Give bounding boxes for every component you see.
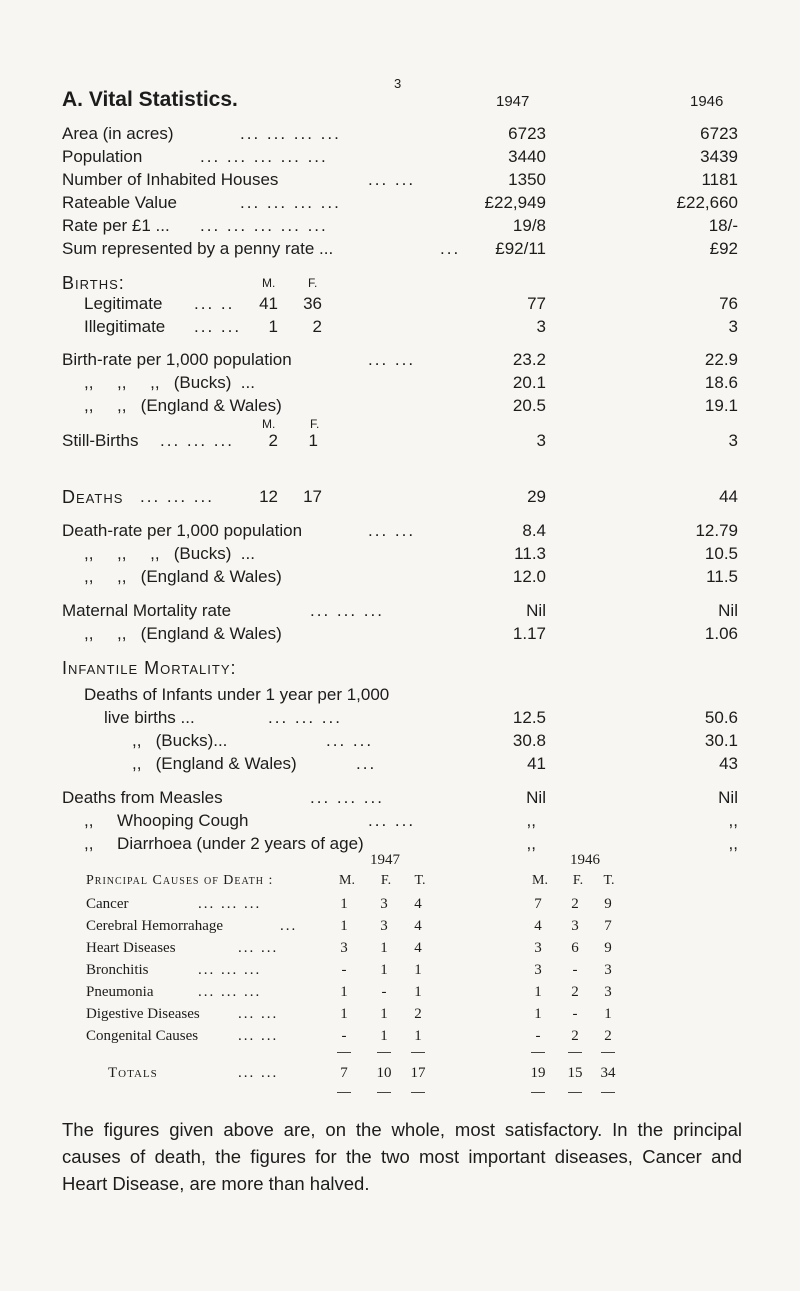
cause-row-pneumonia: Pneumonia ... ... ... 1 - 1 1 2 3 [86,984,612,1000]
births-row-legitimate: Legitimate ... .. 41 36 77 76 [84,294,738,313]
cause-row-cerebral: Cerebral Hemorrahage ... 1 3 4 4 3 7 [86,918,612,934]
birth-rate-bucks-row: ,, ,, ,, (Bucks) ... 20.1 18.6 [84,373,738,392]
births-heading: Births: [62,273,125,293]
maternal-mortality-england-row: ,, ,, (England & Wales) 1.17 1.06 [84,624,738,643]
deaths-heading: Deaths [62,487,124,507]
maternal-mortality-row: Maternal Mortality rate ... ... ... Nil Nil [62,601,738,620]
page-number: 3 [394,76,402,91]
stat-row-penny-rate: Sum represented by a penny rate ... ... £92/11 £92 [62,239,738,258]
birth-rate-england-row: ,, ,, (England & Wales) 20.5 19.1 [84,396,738,415]
section-title: A. Vital Statistics. [62,88,238,111]
causes-year-1946: 1946 [570,852,600,868]
death-rate-england-row: ,, ,, (England & Wales) 12.0 11.5 [84,567,738,586]
stat-row-population: Population ... ... ... ... ... 3440 3439 [62,147,738,166]
disease-row-whooping-cough: ,, Whooping Cough ... ... ,, ,, [84,811,738,830]
infantile-heading: Infantile Mortality: [62,658,237,678]
causes-year-1947: 1947 [370,852,400,868]
cause-row-bronchitis: Bronchitis ... ... ... - 1 1 3 - 3 [86,962,612,978]
cause-row-totals: Totals ... ... 7 10 17 19 15 34 [108,1065,616,1081]
infantile-row-bucks: ,, (Bucks)... ... ... 30.8 30.1 [132,731,738,750]
closing-paragraph: The figures given above are, on the whole, most satisfactory. In the principal causes of death, the figures for the two most important diseases, Cancer and Heart Disease, are more than halved. [62,1119,742,1194]
still-births-row: Still-Births ... ... ... 2 1 3 3 [62,431,738,450]
cause-row-congenital: Congenital Causes ... ... - 1 1 - 2 2 [86,1028,612,1044]
year-header-1946: 1946 [690,93,724,110]
still-births-mf-header: M. F. [262,417,320,431]
stat-row-houses: Number of Inhabited Houses ... ... 1350 1181 [62,170,738,189]
infantile-heading-row [0,657,800,679]
births-heading-row: Births: M. F. [62,273,318,293]
deaths-row: Deaths ... ... ... 12 17 29 44 [62,487,738,507]
year-header-1947: 1947 [496,93,530,110]
death-rate-bucks-row: ,, ,, ,, (Bucks) ... 11.3 10.5 [84,544,738,563]
infantile-row-live-births: live births ... ... ... ... 12.5 50.6 [104,708,738,727]
disease-row-measles: Deaths from Measles ... ... ... Nil Nil [62,788,738,807]
infantile-row-england: ,, (England & Wales) ... 41 43 [132,754,738,773]
stat-row-rateable-value: Rateable Value ... ... ... ... £22,949 £22,660 [62,193,738,212]
causes-header-row: Principal Causes of Death : M. F. T. M. F. T. [0,870,800,892]
cause-row-digestive: Digestive Diseases ... ... 1 1 2 1 - 1 [86,1006,612,1022]
infantile-intro-row: Deaths of Infants under 1 year per 1,000 [84,685,390,704]
stat-row-area: Area (in acres) ... ... ... ... 6723 6723 [62,124,738,143]
disease-row-diarrhoea: ,, Diarrhoea (under 2 years of age) ,, ,, [84,834,738,853]
cause-row-cancer: Cancer ... ... ... 1 3 4 7 2 9 [86,896,612,912]
death-rate-row: Death-rate per 1,000 population ... ... 8.4 12.79 [62,521,738,540]
stat-row-rate-per-pound: Rate per £1 ... ... ... ... ... ... 19/8 18/- [62,216,738,235]
births-row-illegitimate: Illegitimate ... ... 1 2 3 3 [84,317,738,336]
cause-row-heart: Heart Diseases ... ... 3 1 4 3 6 9 [86,940,612,956]
causes-heading: Principal Causes of Death : [86,873,274,888]
birth-rate-row: Birth-rate per 1,000 population ... ... 23.2 22.9 [62,350,738,369]
